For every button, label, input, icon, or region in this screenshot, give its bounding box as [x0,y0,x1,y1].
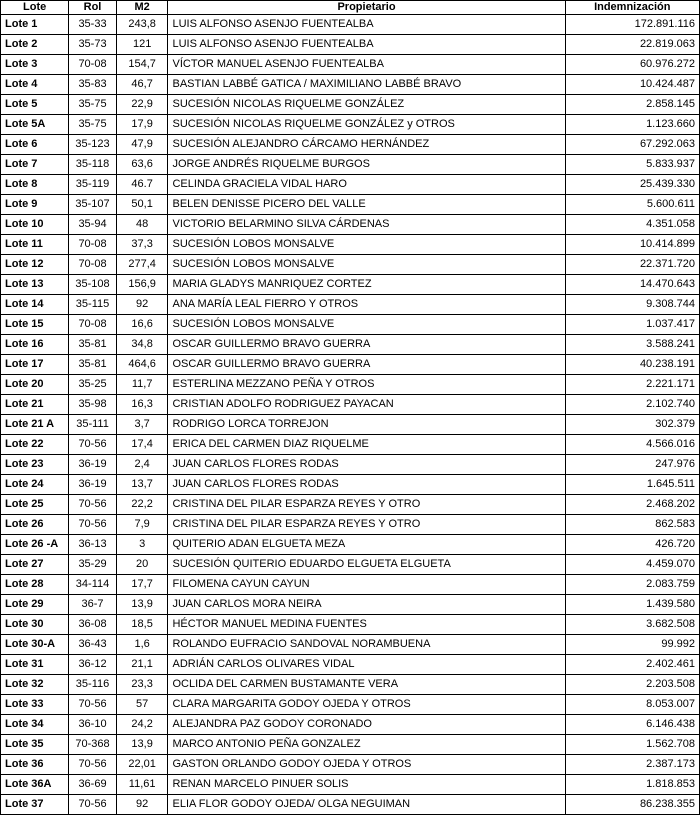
cell-lote: Lote 13 [1,275,69,295]
cell-rol: 35-123 [69,135,117,155]
cell-lote: Lote 16 [1,335,69,355]
cell-indemnizacion: 22.819.063 [565,35,699,55]
cell-indemnizacion: 302.379 [565,415,699,435]
cell-m2: 16,6 [116,315,168,335]
cell-m2: 92 [116,295,168,315]
cell-lote: Lote 5 [1,95,69,115]
cell-rol: 36-19 [69,475,117,495]
cell-lote: Lote 26 [1,515,69,535]
cell-rol: 70-08 [69,55,117,75]
cell-m2: 50,1 [116,195,168,215]
cell-rol: 36-7 [69,595,117,615]
cell-propietario: ADRIÁN CARLOS OLIVARES VIDAL [168,655,565,675]
cell-propietario: BASTIAN LABBÉ GATICA / MAXIMILIANO LABBÉ BRAVO [168,75,565,95]
cell-m2: 18,5 [116,615,168,635]
table-row [1,115,700,135]
cell-propietario: OSCAR GUILLERMO BRAVO GUERRA [168,355,565,375]
cell-indemnizacion: 426.720 [565,535,699,555]
table-row [1,195,700,215]
table-row [1,235,700,255]
cell-m2: 154,7 [116,55,168,75]
cell-rol: 35-107 [69,195,117,215]
cell-lote: Lote 21 A [1,415,69,435]
cell-rol: 70-08 [69,235,117,255]
cell-propietario: JORGE ANDRÉS RIQUELME BURGOS [168,155,565,175]
table-row [1,515,700,535]
cell-propietario: ERICA DEL CARMEN DIAZ RIQUELME [168,435,565,455]
cell-propietario: FILOMENA CAYUN CAYUN [168,575,565,595]
cell-indemnizacion: 86.238.355 [565,795,699,815]
cell-m2: 92 [116,795,168,815]
cell-indemnizacion: 2.102.740 [565,395,699,415]
cell-indemnizacion: 1.123.660 [565,115,699,135]
cell-rol: 35-75 [69,115,117,135]
cell-m2: 57 [116,695,168,715]
cell-m2: 22,2 [116,495,168,515]
cell-rol: 36-69 [69,775,117,795]
cell-indemnizacion: 4.351.058 [565,215,699,235]
cell-rol: 70-56 [69,435,117,455]
table-row [1,635,700,655]
cell-m2: 46,7 [116,75,168,95]
cell-indemnizacion: 99.992 [565,635,699,655]
cell-indemnizacion: 5.600.611 [565,195,699,215]
table-row [1,255,700,275]
cell-propietario: LUIS ALFONSO ASENJO FUENTEALBA [168,35,565,55]
cell-lote: Lote 27 [1,555,69,575]
cell-lote: Lote 17 [1,355,69,375]
cell-propietario: VÍCTOR MANUEL ASENJO FUENTEALBA [168,55,565,75]
cell-rol: 34-114 [69,575,117,595]
table-row [1,475,700,495]
cell-lote: Lote 24 [1,475,69,495]
cell-m2: 23,3 [116,675,168,695]
cell-indemnizacion: 2.203.508 [565,675,699,695]
cell-indemnizacion: 10.424.487 [565,75,699,95]
table-row [1,395,700,415]
cell-rol: 35-115 [69,295,117,315]
cell-indemnizacion: 1.818.853 [565,775,699,795]
cell-m2: 37,3 [116,235,168,255]
cell-lote: Lote 3 [1,55,69,75]
cell-lote: Lote 36 [1,755,69,775]
table-row [1,735,700,755]
cell-propietario: JUAN CARLOS MORA NEIRA [168,595,565,615]
cell-lote: Lote 2 [1,35,69,55]
cell-propietario: ALEJANDRA PAZ GODOY CORONADO [168,715,565,735]
cell-propietario: QUITERIO ADAN ELGUETA MEZA [168,535,565,555]
cell-m2: 1,6 [116,635,168,655]
cell-propietario: JUAN CARLOS FLORES RODAS [168,455,565,475]
cell-indemnizacion: 2.083.759 [565,575,699,595]
table-row [1,315,700,335]
cell-m2: 121 [116,35,168,55]
cell-rol: 36-43 [69,635,117,655]
cell-propietario: RODRIGO LORCA TORREJON [168,415,565,435]
cell-propietario: SUCESIÓN LOBOS MONSALVE [168,235,565,255]
cell-indemnizacion: 25.439.330 [565,175,699,195]
cell-indemnizacion: 172.891.116 [565,15,699,35]
cell-propietario: MARCO ANTONIO PEÑA GONZALEZ [168,735,565,755]
cell-propietario: SUCESIÓN NICOLAS RIQUELME GONZÁLEZ y OTROS [168,115,565,135]
cell-m2: 17,9 [116,115,168,135]
cell-propietario: ELIA FLOR GODOY OJEDA/ OLGA NEGUIMAN [168,795,565,815]
cell-rol: 36-10 [69,715,117,735]
cell-rol: 35-116 [69,675,117,695]
cell-lote: Lote 31 [1,655,69,675]
cell-indemnizacion: 5.833.937 [565,155,699,175]
cell-indemnizacion: 8.053.007 [565,695,699,715]
cell-lote: Lote 20 [1,375,69,395]
cell-rol: 70-56 [69,695,117,715]
cell-lote: Lote 1 [1,15,69,35]
cell-lote: Lote 9 [1,195,69,215]
cell-propietario: VICTORIO BELARMINO SILVA CÁRDENAS [168,215,565,235]
table-row [1,595,700,615]
cell-propietario: MARIA GLADYS MANRIQUEZ CORTEZ [168,275,565,295]
cell-rol: 36-12 [69,655,117,675]
cell-indemnizacion: 1.439.580 [565,595,699,615]
cell-m2: 13,9 [116,735,168,755]
column-header-rol: Rol [69,1,117,15]
cell-m2: 63,6 [116,155,168,175]
cell-m2: 243,8 [116,15,168,35]
table-row [1,755,700,775]
cell-m2: 17,7 [116,575,168,595]
cell-rol: 70-56 [69,755,117,775]
cell-propietario: ROLANDO EUFRACIO SANDOVAL NORAMBUENA [168,635,565,655]
cell-rol: 36-19 [69,455,117,475]
cell-lote: Lote 29 [1,595,69,615]
cell-m2: 24,2 [116,715,168,735]
cell-lote: Lote 8 [1,175,69,195]
table-row [1,435,700,455]
cell-indemnizacion: 14.470.643 [565,275,699,295]
cell-m2: 22,01 [116,755,168,775]
table-row [1,795,700,815]
column-header-propietario: Propietario [168,1,565,15]
cell-m2: 7,9 [116,515,168,535]
cell-lote: Lote 33 [1,695,69,715]
cell-propietario: BELEN DENISSE PICERO DEL VALLE [168,195,565,215]
cell-propietario: SUCESIÓN ALEJANDRO CÁRCAMO HERNÁNDEZ [168,135,565,155]
cell-propietario: ESTERLINA MEZZANO PEÑA Y OTROS [168,375,565,395]
cell-m2: 13,9 [116,595,168,615]
cell-propietario: CRISTIAN ADOLFO RODRIGUEZ PAYACAN [168,395,565,415]
table-row [1,335,700,355]
cell-m2: 2,4 [116,455,168,475]
cell-rol: 35-75 [69,95,117,115]
cell-rol: 35-118 [69,155,117,175]
cell-rol: 70-56 [69,515,117,535]
cell-rol: 35-119 [69,175,117,195]
cell-m2: 3,7 [116,415,168,435]
cell-rol: 35-73 [69,35,117,55]
cell-m2: 464,6 [116,355,168,375]
cell-indemnizacion: 40.238.191 [565,355,699,375]
cell-indemnizacion: 1.645.511 [565,475,699,495]
cell-rol: 36-08 [69,615,117,635]
cell-lote: Lote 4 [1,75,69,95]
cell-propietario: OCLIDA DEL CARMEN BUSTAMANTE VERA [168,675,565,695]
cell-m2: 277,4 [116,255,168,275]
cell-m2: 17,4 [116,435,168,455]
cell-rol: 35-94 [69,215,117,235]
cell-lote: Lote 36A [1,775,69,795]
cell-lote: Lote 34 [1,715,69,735]
cell-rol: 70-368 [69,735,117,755]
cell-propietario: CRISTINA DEL PILAR ESPARZA REYES Y OTRO [168,495,565,515]
column-header-lote: Lote [1,1,69,15]
cell-indemnizacion: 3.588.241 [565,335,699,355]
cell-indemnizacion: 67.292.063 [565,135,699,155]
cell-lote: Lote 23 [1,455,69,475]
cell-rol: 35-25 [69,375,117,395]
cell-m2: 156,9 [116,275,168,295]
table-row [1,575,700,595]
cell-rol: 35-108 [69,275,117,295]
cell-rol: 70-56 [69,495,117,515]
cell-m2: 48 [116,215,168,235]
cell-rol: 35-81 [69,355,117,375]
table-row [1,35,700,55]
cell-indemnizacion: 2.468.202 [565,495,699,515]
cell-lote: Lote 28 [1,575,69,595]
cell-indemnizacion: 1.037.417 [565,315,699,335]
table-row [1,215,700,235]
cell-propietario: RENAN MARCELO PINUER SOLIS [168,775,565,795]
table-row [1,355,700,375]
cell-propietario: SUCESIÓN NICOLAS RIQUELME GONZÁLEZ [168,95,565,115]
cell-indemnizacion: 2.387.173 [565,755,699,775]
cell-propietario: GASTON ORLANDO GODOY OJEDA Y OTROS [168,755,565,775]
cell-rol: 35-81 [69,335,117,355]
table-row [1,555,700,575]
cell-indemnizacion: 247.976 [565,455,699,475]
cell-m2: 20 [116,555,168,575]
table-row [1,495,700,515]
cell-m2: 16,3 [116,395,168,415]
cell-indemnizacion: 9.308.744 [565,295,699,315]
cell-propietario: JUAN CARLOS FLORES RODAS [168,475,565,495]
table-row [1,615,700,635]
cell-propietario: CELINDA GRACIELA VIDAL HARO [168,175,565,195]
cell-lote: Lote 5A [1,115,69,135]
cell-rol: 70-56 [69,795,117,815]
cell-propietario: OSCAR GUILLERMO BRAVO GUERRA [168,335,565,355]
cell-lote: Lote 30 [1,615,69,635]
cell-m2: 46.7 [116,175,168,195]
cell-lote: Lote 25 [1,495,69,515]
cell-propietario: SUCESIÓN QUITERIO EDUARDO ELGUETA ELGUETA [168,555,565,575]
cell-propietario: HÉCTOR MANUEL MEDINA FUENTES [168,615,565,635]
cell-rol: 35-29 [69,555,117,575]
table-row [1,175,700,195]
cell-lote: Lote 35 [1,735,69,755]
table-row [1,375,700,395]
cell-rol: 36-13 [69,535,117,555]
cell-rol: 70-08 [69,315,117,335]
cell-m2: 21,1 [116,655,168,675]
table-row [1,655,700,675]
table-row [1,155,700,175]
table-row [1,775,700,795]
cell-lote: Lote 11 [1,235,69,255]
cell-m2: 22,9 [116,95,168,115]
cell-lote: Lote 12 [1,255,69,275]
column-header-m2: M2 [116,1,168,15]
cell-indemnizacion: 6.146.438 [565,715,699,735]
table-row [1,15,700,35]
cell-lote: Lote 14 [1,295,69,315]
cell-propietario: SUCESIÓN LOBOS MONSALVE [168,255,565,275]
cell-lote: Lote 21 [1,395,69,415]
table-row [1,295,700,315]
cell-lote: Lote 10 [1,215,69,235]
cell-lote: Lote 22 [1,435,69,455]
table-row [1,415,700,435]
cell-m2: 47,9 [116,135,168,155]
cell-propietario: CRISTINA DEL PILAR ESPARZA REYES Y OTRO [168,515,565,535]
table-row [1,75,700,95]
cell-indemnizacion: 1.562.708 [565,735,699,755]
cell-indemnizacion: 2.221.171 [565,375,699,395]
cell-rol: 35-111 [69,415,117,435]
cell-lote: Lote 32 [1,675,69,695]
cell-propietario: CLARA MARGARITA GODOY OJEDA Y OTROS [168,695,565,715]
table-row [1,695,700,715]
cell-m2: 11,7 [116,375,168,395]
table-row [1,675,700,695]
cell-rol: 70-08 [69,255,117,275]
cell-indemnizacion: 862.583 [565,515,699,535]
cell-rol: 35-83 [69,75,117,95]
cell-m2: 3 [116,535,168,555]
cell-indemnizacion: 3.682.508 [565,615,699,635]
cell-m2: 11,61 [116,775,168,795]
cell-lote: Lote 7 [1,155,69,175]
table-row [1,535,700,555]
cell-indemnizacion: 60.976.272 [565,55,699,75]
cell-lote: Lote 30-A [1,635,69,655]
cell-lote: Lote 6 [1,135,69,155]
cell-m2: 13,7 [116,475,168,495]
cell-rol: 35-98 [69,395,117,415]
cell-lote: Lote 37 [1,795,69,815]
cell-lote: Lote 15 [1,315,69,335]
table-header-row [1,1,700,15]
table-body [1,15,700,815]
table-row [1,135,700,155]
table-row [1,715,700,735]
cell-propietario: LUIS ALFONSO ASENJO FUENTEALBA [168,15,565,35]
table-row [1,55,700,75]
cell-indemnizacion: 10.414.899 [565,235,699,255]
cell-indemnizacion: 4.566.016 [565,435,699,455]
cell-rol: 35-33 [69,15,117,35]
cell-indemnizacion: 4.459.070 [565,555,699,575]
table-row [1,455,700,475]
cell-indemnizacion: 2.858.145 [565,95,699,115]
column-header-indemnizacion: Indemnización [565,1,699,15]
table-row [1,275,700,295]
table-row [1,95,700,115]
cell-indemnizacion: 22.371.720 [565,255,699,275]
cell-lote: Lote 26 -A [1,535,69,555]
cell-m2: 34,8 [116,335,168,355]
cell-propietario: ANA MARÍA LEAL FIERRO Y OTROS [168,295,565,315]
cell-indemnizacion: 2.402.461 [565,655,699,675]
cell-propietario: SUCESIÓN LOBOS MONSALVE [168,315,565,335]
